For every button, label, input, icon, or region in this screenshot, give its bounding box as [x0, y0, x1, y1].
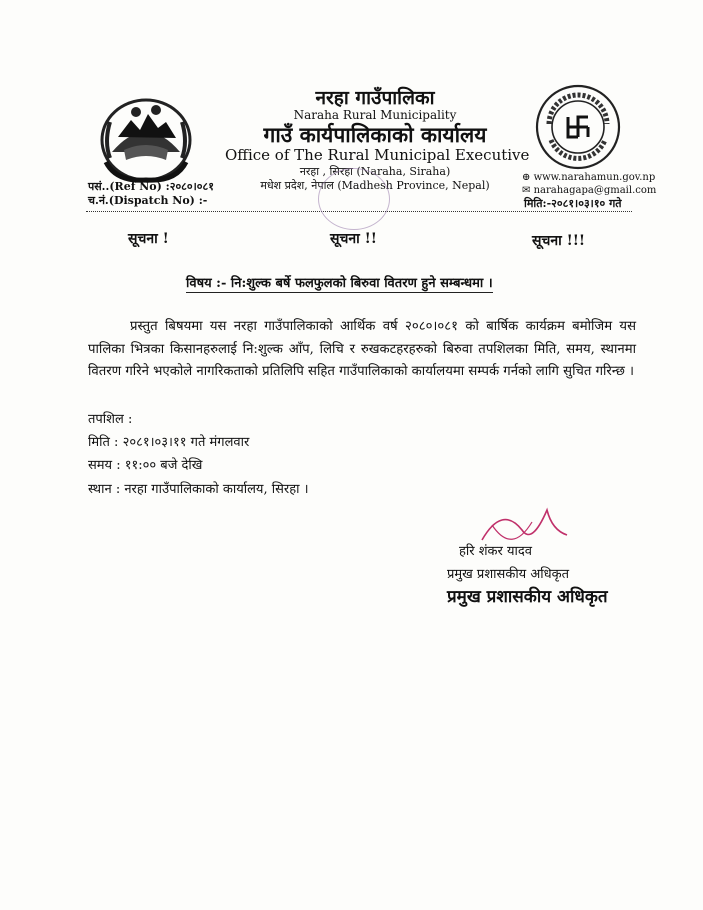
- address-line-2: मधेश प्रदेश, नेपाल (Madhesh Province, Nepal): [260, 179, 490, 192]
- signatory-title-stamp: प्रमुख प्रशासकीय अधिकृत: [447, 587, 608, 607]
- detail-time: समय : ११:०० बजे देखि: [88, 458, 203, 473]
- address-line-1: नरहा , सिरहा (Naraha, Siraha): [299, 165, 451, 178]
- office-name-nepali: गाउँ कार्यपालिकाको कार्यालय: [263, 122, 487, 147]
- municipality-name-nepali: नरहा गाउँपालिका: [315, 87, 435, 109]
- municipality-name-english: Naraha Rural Municipality: [293, 108, 457, 122]
- dispatch-number: च.नं.(Dispatch No) :-: [88, 194, 208, 207]
- details-heading: तपशिल :: [88, 412, 133, 427]
- nepal-emblem-icon: [96, 92, 196, 187]
- ref-number: पसं..(Ref No) :२०८०।०८१: [88, 180, 214, 193]
- notice-label-center: सूचना !!: [330, 231, 377, 247]
- subject-line: विषय :- नि:शुल्क बर्षे फलफुलको बिरुवा वितरण हुने सम्बन्धमा ।: [186, 273, 493, 293]
- municipality-seal-icon: [535, 84, 621, 170]
- body-paragraph: [88, 316, 636, 384]
- notice-label-left: सूचना !: [128, 231, 169, 247]
- globe-icon: ⊕: [522, 172, 534, 183]
- date: मिति:-२०८१।०३।१० गते: [524, 197, 622, 210]
- email: [522, 185, 656, 196]
- email-text: narahagapa@gmail.com: [533, 185, 657, 196]
- body-text: प्रस्तुत बिषयमा यस नरहा गाउँपालिकाको आर्थिक वर्ष २०८०।०८१ को बार्षिक कार्यक्रम बमोजिम यस पालिका भित्रका किसानहरुलाई नि:शुल्क आँप, लिचि र रुखकटहरहरुको बिरुवा तपशिलका मिति, समय, स्थानमा वितरण गरिने भएकोले नागरिकताको प्रतिलिपि सहित गाउँपालिकाको कार्यालयमा सम्पर्क गर्नको लागि सुचित गरिन्छ ।: [88, 319, 636, 379]
- website-text: www.narahamun.gov.np: [533, 172, 656, 183]
- detail-date: मिति : २०८१।०३।११ गते मंगलवार: [88, 435, 250, 450]
- website: [522, 172, 655, 183]
- signatory-title: प्रमुख प्रशासकीय अधिकृत: [447, 567, 570, 582]
- office-name-english: Office of The Rural Municipal Executive: [225, 146, 530, 164]
- office-stamp-faint: [318, 168, 390, 230]
- mail-icon: ✉: [522, 185, 534, 196]
- detail-place: स्थान : नरहा गाउँपालिकाको कार्यालय, सिरहा ।: [88, 482, 309, 497]
- signatory-name: हरि शंकर यादव: [459, 544, 533, 559]
- notice-label-right: सूचना !!!: [532, 233, 586, 249]
